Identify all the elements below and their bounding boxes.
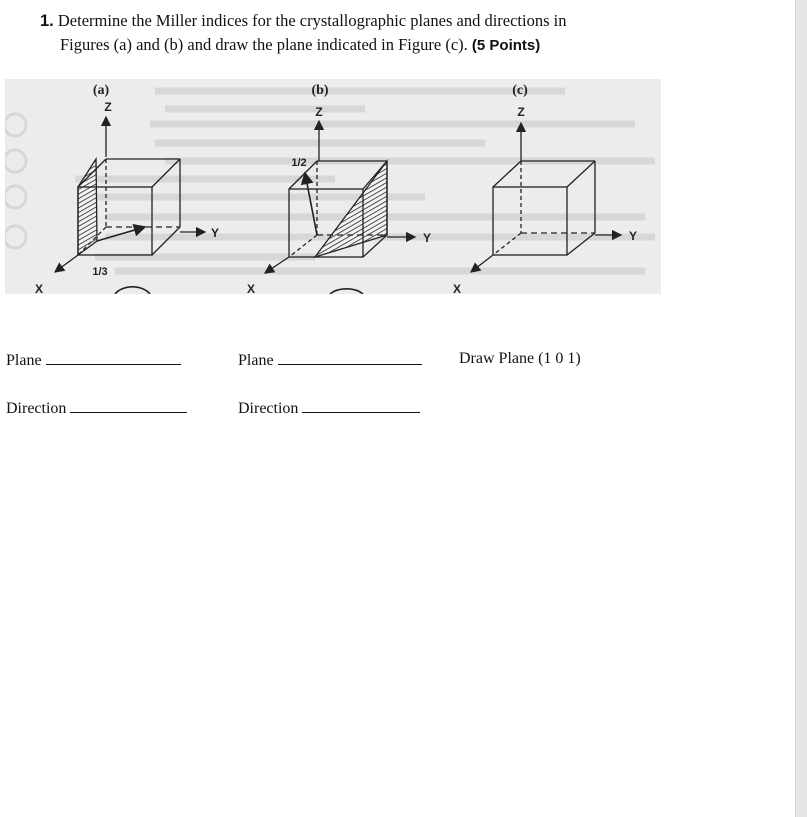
figure-c-x-label: X — [452, 282, 462, 294]
figure-a-y-label: Y — [211, 226, 220, 240]
question-line-2: Figures (a) and (b) and draw the plane indicated in Figure (c). — [60, 35, 468, 54]
answer-b-direction-blank[interactable] — [302, 398, 420, 413]
answer-a-direction-blank[interactable] — [70, 398, 187, 413]
answer-b-direction-label: Direction — [238, 400, 299, 417]
figure-b-y-label: Y — [423, 231, 432, 245]
crystal-figure — [5, 79, 661, 294]
answer-b-plane — [238, 350, 422, 370]
question-line-1: Determine the Miller indices for the crystallographic planes and directions in — [57, 11, 567, 30]
question-points: (5 Points) — [471, 37, 541, 54]
figure-c-label: (c) — [512, 83, 528, 98]
answer-a-plane-label: Plane — [6, 352, 42, 369]
figure-a-z-label: Z — [104, 100, 112, 114]
scrollbar[interactable] — [795, 0, 807, 817]
question-text — [40, 9, 780, 58]
figure-b-intercept: 1/2 — [291, 157, 307, 169]
figure-b-z-label: Z — [315, 105, 323, 119]
answer-a-plane — [6, 350, 181, 370]
figure-a-x-label: X — [34, 282, 44, 294]
question-number: 1. — [40, 12, 54, 30]
answer-a-direction — [6, 398, 187, 418]
answer-b-direction — [238, 398, 420, 418]
answer-a-plane-blank[interactable] — [46, 350, 181, 365]
figure-a-label: (a) — [92, 83, 110, 98]
answer-b-plane-blank[interactable] — [278, 350, 422, 365]
figure-c-z-label: Z — [517, 105, 525, 119]
answer-a-direction-label: Direction — [6, 400, 67, 417]
figure-c-y-label: Y — [629, 229, 638, 243]
answer-c-instruction: Draw Plane (1 0 1) — [459, 350, 581, 367]
figure-b-label: (b) — [311, 83, 329, 98]
answer-b-plane-label: Plane — [238, 352, 274, 369]
figure-a-intercept: 1/3 — [92, 266, 108, 278]
figure-b-x-label: X — [246, 282, 256, 294]
